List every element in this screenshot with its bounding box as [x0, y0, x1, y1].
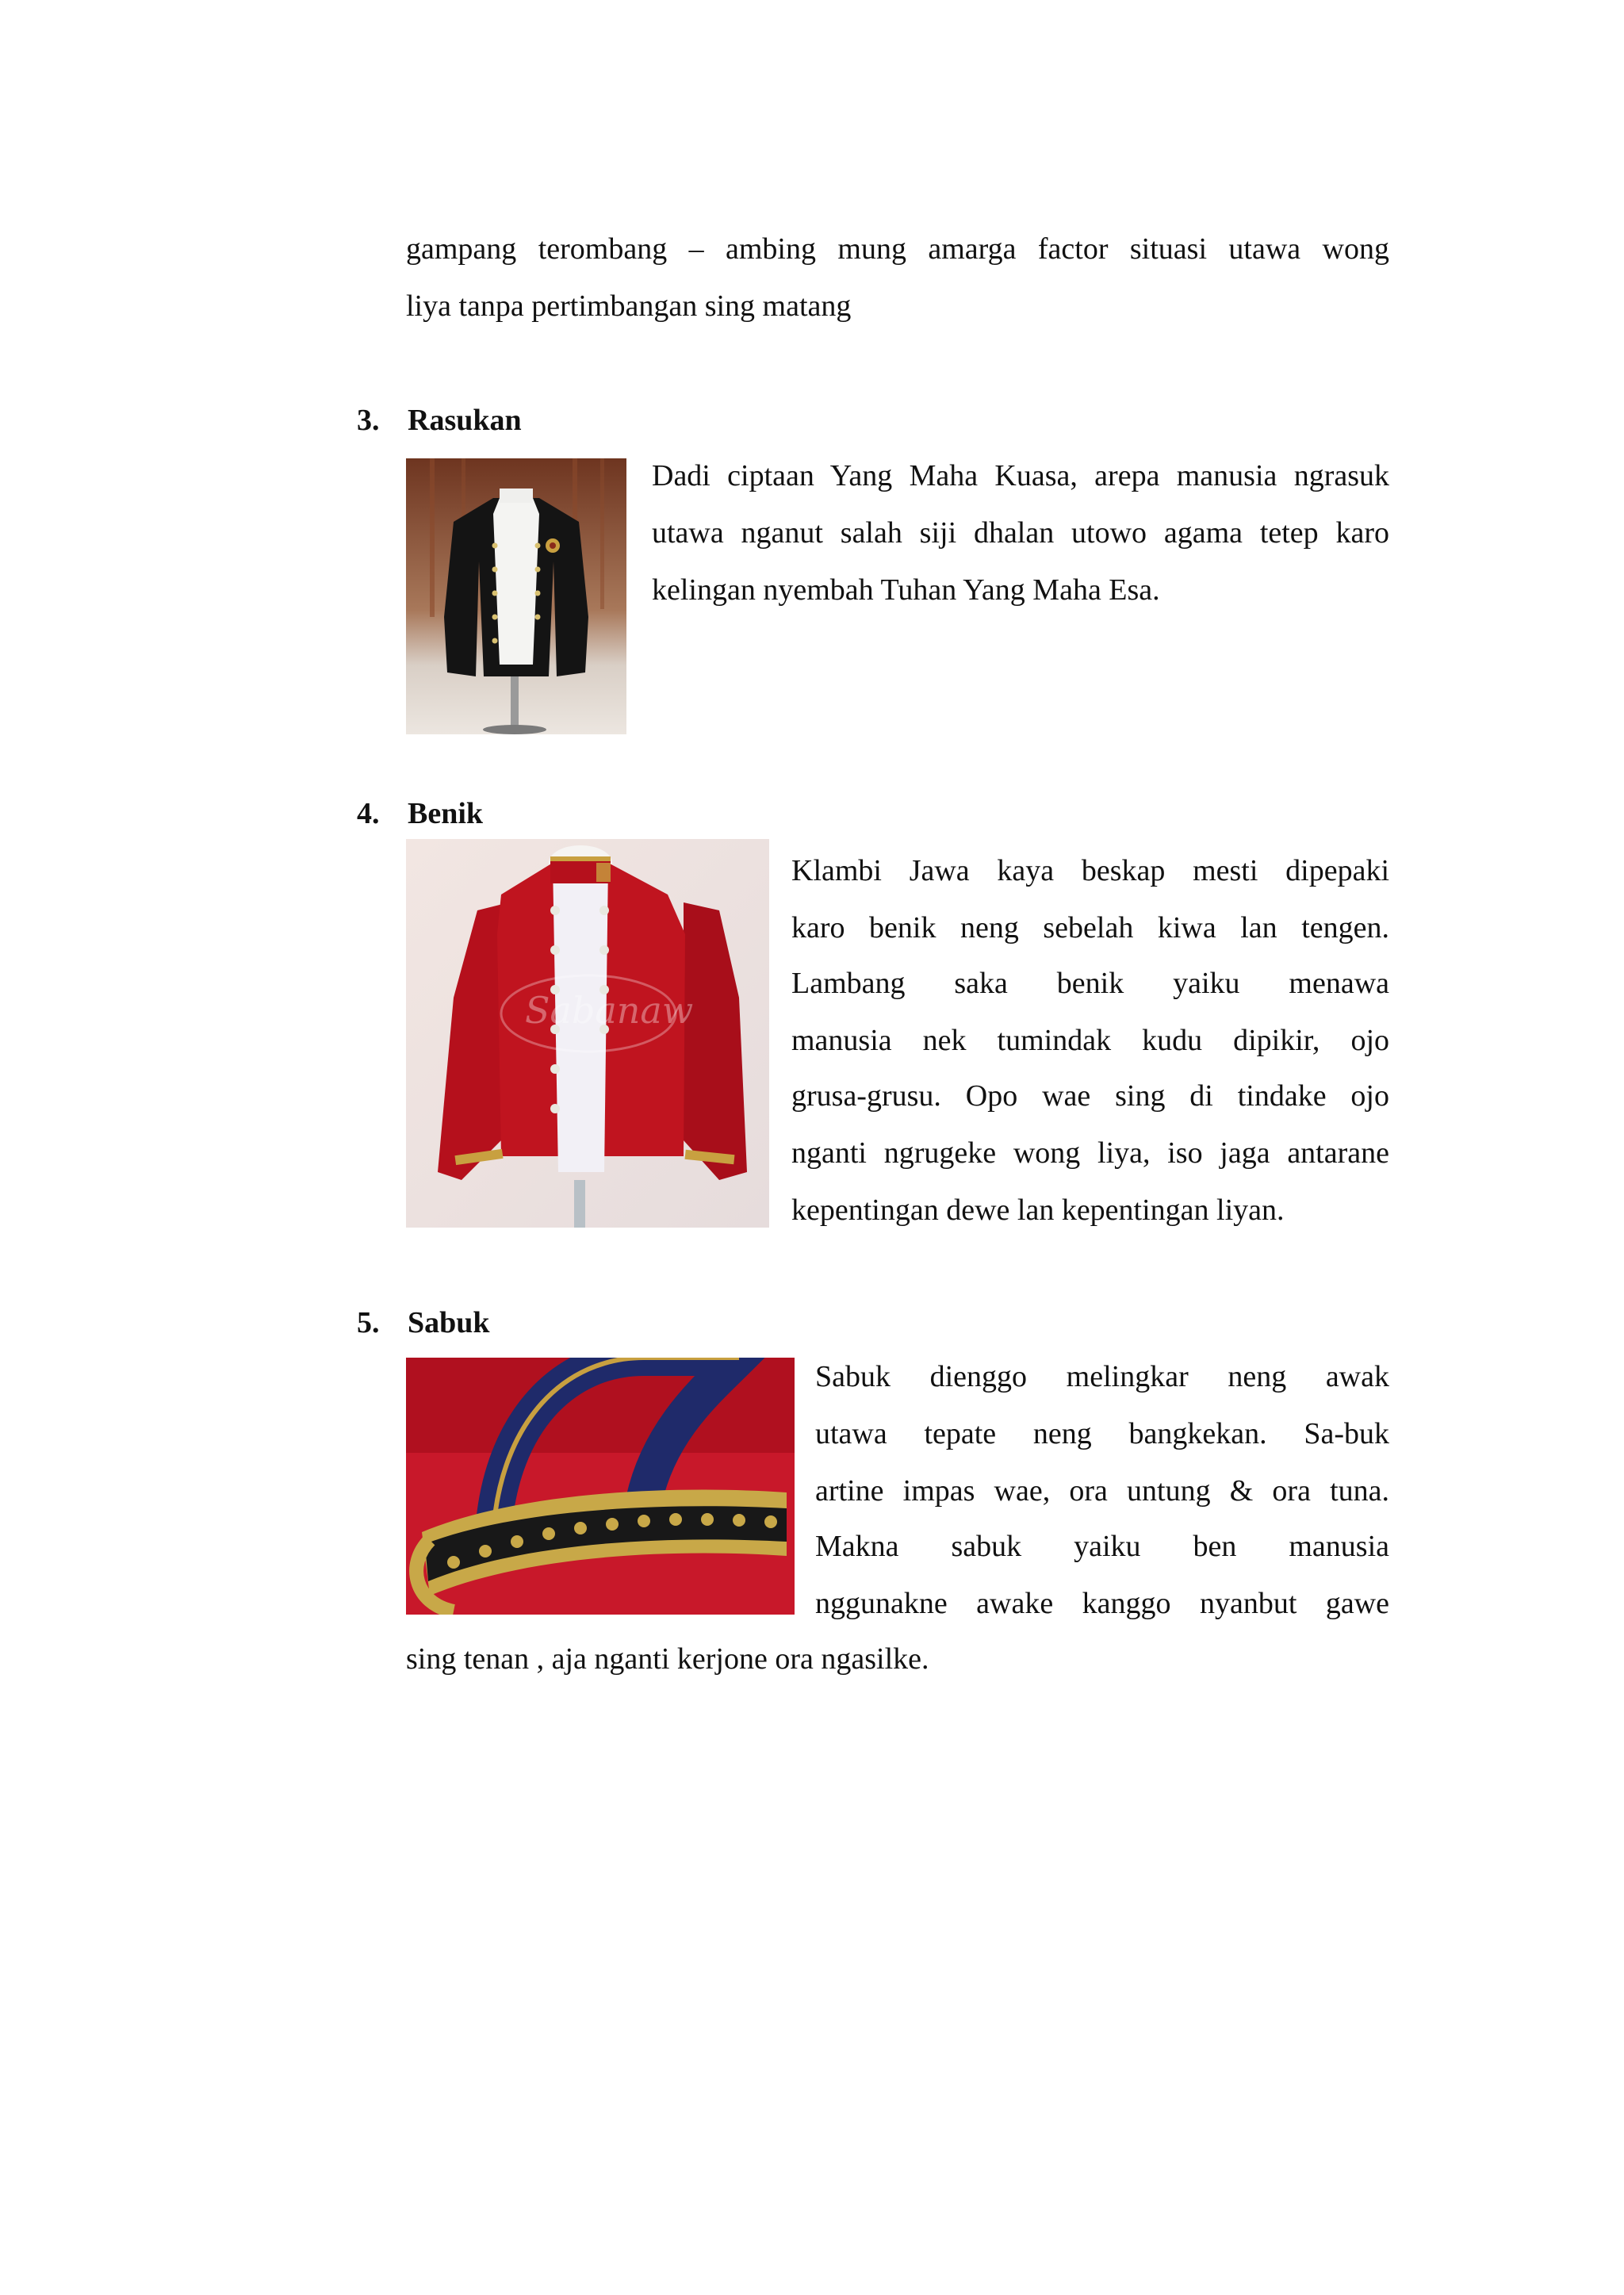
benik-image — [406, 839, 769, 1228]
text-line: kepentingan dewe lan kepentingan liyan. — [791, 1193, 1285, 1227]
text-line: grusa-grusu. Opo wae sing di tindake ojo — [791, 1079, 1389, 1113]
text-line: nggunakne awake kanggo nyanbut gawe — [815, 1587, 1389, 1620]
text-line: gampang terombang – ambing mung amarga factor situasi utawa wong — [406, 232, 1389, 266]
red-jacket-illustration — [406, 839, 769, 1228]
text-line: Lambang saka benik yaiku menawa — [791, 967, 1389, 1000]
section-title: Benik — [408, 797, 484, 830]
section-title: Rasukan — [408, 404, 522, 437]
text-line: sing tenan , aja nganti kerjone ora ngasilke. — [406, 1642, 929, 1676]
section-title: Sabuk — [408, 1306, 490, 1339]
section-number: 4. — [357, 797, 380, 830]
text-line: utawa tepate neng bangkekan. Sa-buk — [815, 1417, 1389, 1450]
belt-illustration — [406, 1358, 795, 1615]
text-line: artine impas wae, ora untung & ora tuna. — [815, 1474, 1389, 1508]
section-number: 3. — [357, 404, 380, 437]
text-line: nganti ngrugeke wong liya, iso jaga antarane — [791, 1136, 1389, 1170]
text-line: Klambi Jawa kaya beskap mesti dipepaki — [791, 854, 1389, 887]
black-jacket-illustration — [406, 458, 626, 734]
text-line: kelingan nyembah Tuhan Yang Maha Esa. — [652, 573, 1160, 607]
text-line: manusia nek tumindak kudu dipikir, ojo — [791, 1024, 1389, 1057]
sabuk-image — [406, 1358, 795, 1615]
svg-text:Sabanaw: Sabanaw — [525, 989, 694, 1032]
text-line: karo benik neng sebelah kiwa lan tengen. — [791, 911, 1389, 944]
text-line: Makna sabuk yaiku ben manusia — [815, 1530, 1389, 1563]
text-line: liya tanpa pertimbangan sing matang — [406, 289, 852, 323]
section-number: 5. — [357, 1306, 380, 1339]
rasukan-image — [406, 458, 626, 734]
text-line: Sabuk dienggo melingkar neng awak — [815, 1360, 1389, 1393]
text-line: Dadi ciptaan Yang Maha Kuasa, arepa manusia ngrasuk — [652, 459, 1389, 492]
text-line: utawa nganut salah siji dhalan utowo agama tetep karo — [652, 516, 1389, 550]
